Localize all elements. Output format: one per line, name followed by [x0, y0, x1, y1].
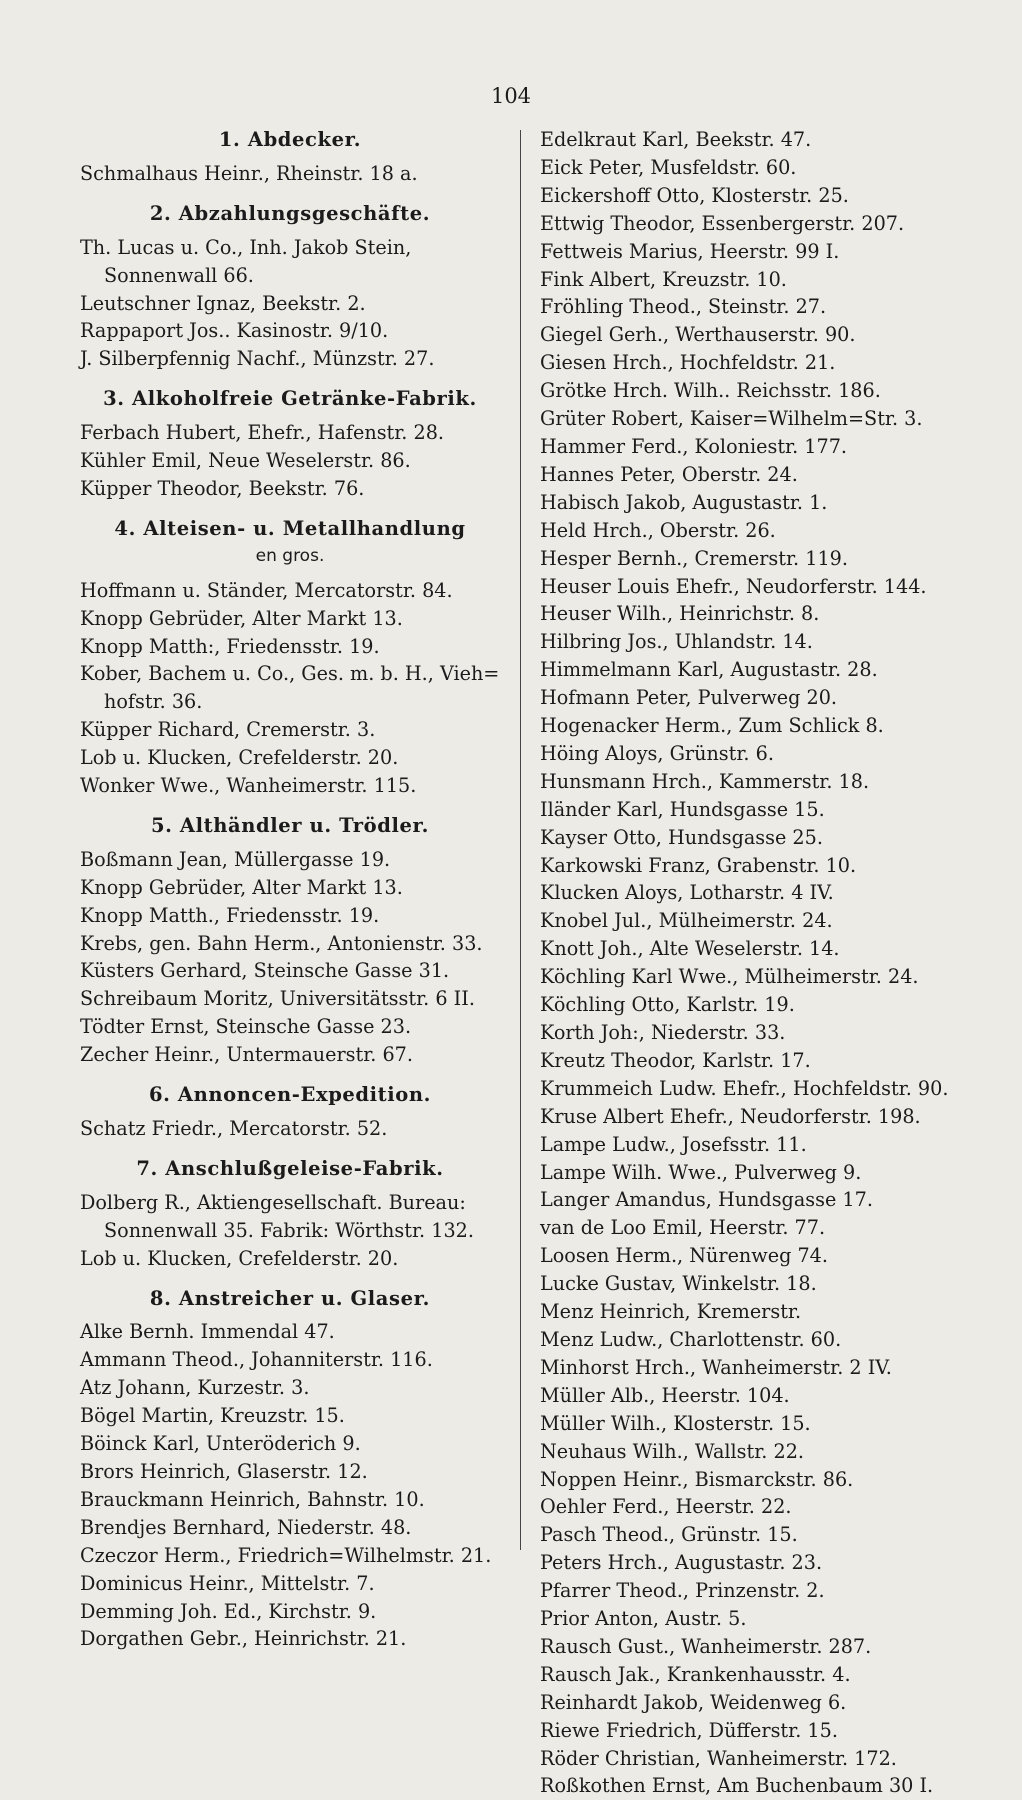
list-item: Ammann Theod., Johanniterstr. 116. [80, 1348, 433, 1372]
list-item: Fink Albert, Kreuzstr. 10. [540, 267, 787, 291]
list-item: Lampe Ludw., Josefsstr. 11. [540, 1132, 807, 1156]
list-item: Küpper Richard, Cremerstr. 3. [80, 718, 376, 742]
list-item: Brauckmann Heinrich, Bahnstr. 10. [80, 1487, 425, 1511]
list-item: Kober, Bachem u. Co., Ges. m. b. H., Vieh= [80, 662, 500, 686]
list-item: Krummeich Ludw. Ehefr., Hochfeldstr. 90. [540, 1076, 949, 1100]
list-item: Langer Amandus, Hundsgasse 17. [540, 1188, 873, 1212]
list-item: Leutschner Ignaz, Beekstr. 2. [80, 291, 366, 315]
list-item: Giegel Gerh., Werthauserstr. 90. [540, 323, 856, 347]
list-item: Minhorst Hrch., Wanheimerstr. 2 IV. [540, 1355, 892, 1379]
list-item: Lob u. Klucken, Crefelderstr. 20. [80, 1246, 399, 1270]
list-item: Rausch Jak., Krankenhausstr. 4. [540, 1662, 851, 1686]
list-item: Hunsmann Hrch., Kammerstr. 18. [540, 769, 870, 793]
section-heading: 3. Alkoholfreie Getränke-Fabrik. [103, 387, 477, 411]
list-item: Hoffmann u. Ständer, Mercatorstr. 84. [80, 578, 453, 602]
list-item: Schreibaum Moritz, Universitätsstr. 6 II. [80, 987, 475, 1011]
list-item: Edelkraut Karl, Beekstr. 47. [540, 128, 812, 151]
list-item-continuation: Sonnenwall 35. Fabrik: Wörthstr. 132. [104, 1218, 474, 1242]
list-item: Dolberg R., Aktiengesellschaft. Bureau: [80, 1190, 466, 1214]
right-column [540, 126, 970, 1800]
list-item: Lob u. Klucken, Crefelderstr. 20. [80, 746, 399, 770]
list-item: Hesper Bernh., Cremerstr. 119. [540, 546, 848, 570]
section-heading: 2. Abzahlungsgeschäfte. [149, 201, 431, 225]
list-item: Knobel Jul., Mülheimerstr. 24. [540, 909, 833, 933]
list-item: Müller Wilh., Klosterstr. 15. [540, 1411, 811, 1435]
list-item: Alke Bernh. Immendal 47. [80, 1320, 335, 1344]
list-item: Köchling Otto, Karlstr. 19. [540, 993, 795, 1017]
list-item: Pasch Theod., Grünstr. 15. [540, 1523, 798, 1547]
list-item: Dorgathen Gebr., Heinrichstr. 21. [80, 1627, 407, 1651]
list-item-continuation: hofstr. 36. [104, 690, 203, 714]
list-item: Oehler Ferd., Heerstr. 22. [540, 1495, 792, 1519]
list-item: Kühler Emil, Neue Weselerstr. 86. [80, 449, 411, 473]
list-item: Küsters Gerhard, Steinsche Gasse 31. [80, 959, 450, 983]
list-item: Köchling Karl Wwe., Mülheimerstr. 24. [540, 965, 919, 989]
list-item: Ettwig Theodor, Essenbergerstr. 207. [540, 211, 905, 235]
list-item: Bögel Martin, Kreuzstr. 15. [80, 1404, 345, 1428]
list-item: Boßmann Jean, Müllergasse 19. [80, 847, 391, 871]
list-item: Rausch Gust., Wanheimerstr. 287. [540, 1634, 872, 1658]
list-item: Demming Joh. Ed., Kirchstr. 9. [80, 1599, 377, 1623]
list-item: Held Hrch., Oberstr. 26. [540, 518, 776, 542]
list-item: Zecher Heinr., Untermauerstr. 67. [80, 1043, 413, 1067]
list-item-continuation: Sonnenwall 66. [104, 263, 254, 287]
column-divider [520, 130, 521, 1550]
section-heading: 7. Anschlußgeleise-Fabrik. [136, 1156, 444, 1180]
section-heading: 4. Alteisen- u. Metallhandlung [114, 516, 466, 540]
list-item: Klucken Aloys, Lotharstr. 4 IV. [540, 881, 834, 905]
list-item: Menz Heinrich, Kremerstr. [540, 1300, 802, 1324]
list-item: Hannes Peter, Oberstr. 24. [540, 462, 798, 486]
list-item: Grötke Hrch. Wilh.. Reichsstr. 186. [540, 379, 881, 403]
list-item: Rappaport Jos.. Kasinostr. 9/10. [80, 319, 389, 343]
list-item: Kayser Otto, Hundsgasse 25. [540, 825, 823, 849]
list-item: Küpper Theodor, Beekstr. 76. [80, 476, 365, 500]
list-item: Karkowski Franz, Grabenstr. 10. [540, 853, 857, 877]
list-item: Heuser Wilh., Heinrichstr. 8. [540, 602, 820, 626]
list-item: Th. Lucas u. Co., Inh. Jakob Stein, [80, 235, 412, 259]
list-item: Riewe Friedrich, Düfferstr. 15. [540, 1718, 838, 1742]
page-number: 104 [490, 84, 532, 108]
list-item: Giesen Hrch., Hochfeldstr. 21. [540, 351, 836, 375]
list-item: Röder Christian, Wanheimerstr. 172. [540, 1746, 897, 1770]
list-item: Himmelmann Karl, Augustastr. 28. [540, 658, 878, 682]
list-item: Brors Heinrich, Glaserstr. 12. [80, 1459, 368, 1483]
list-item: Knopp Gebrüder, Alter Markt 13. [80, 606, 403, 630]
section-heading: 8. Anstreicher u. Glaser. [149, 1286, 431, 1310]
list-item: Tödter Ernst, Steinsche Gasse 23. [80, 1015, 412, 1039]
list-item: Knopp Gebrüder, Alter Markt 13. [80, 875, 403, 899]
list-item: Schatz Friedr., Mercatorstr. 52. [80, 1117, 388, 1140]
section-heading: 1. Abdecker. [218, 128, 362, 151]
list-item: Knott Joh., Alte Weselerstr. 14. [540, 937, 840, 961]
list-item: Noppen Heinr., Bismarckstr. 86. [540, 1467, 854, 1491]
list-item: Peters Hrch., Augustastr. 23. [540, 1551, 823, 1575]
list-item: Eickershoff Otto, Klosterstr. 25. [540, 183, 849, 207]
list-item: Kreutz Theodor, Karlstr. 17. [540, 1048, 811, 1072]
list-item: Habisch Jakob, Augustastr. 1. [540, 490, 828, 514]
list-item: Müller Alb., Heerstr. 104. [540, 1383, 790, 1407]
list-item: Schmalhaus Heinr., Rheinstr. 18 a. [80, 161, 418, 185]
list-item: Krebs, gen. Bahn Herm., Antonienstr. 33. [80, 931, 483, 955]
list-item: Dominicus Heinr., Mittelstr. 7. [80, 1571, 375, 1595]
section-heading: 5. Althändler u. Trödler. [150, 813, 430, 837]
list-item: Hofmann Peter, Pulverweg 20. [540, 686, 838, 710]
list-item: Grüter Robert, Kaiser=Wilhelm=Str. 3. [540, 407, 923, 431]
list-item: Atz Johann, Kurzestr. 3. [80, 1376, 310, 1400]
list-item: Fettweis Marius, Heerstr. 99 I. [540, 239, 840, 263]
list-item: Loosen Herm., Nürenweg 74. [540, 1244, 828, 1268]
list-item: Knopp Matth:, Friedensstr. 19. [80, 634, 380, 658]
list-item: Eick Peter, Musfeldstr. 60. [540, 155, 797, 179]
list-item: Knopp Matth., Friedensstr. 19. [80, 903, 380, 927]
list-item: Czeczor Herm., Friedrich=Wilhelmstr. 21. [80, 1543, 492, 1567]
list-item: van de Loo Emil, Heerstr. 77. [540, 1216, 826, 1240]
list-item: Fröhling Theod., Steinstr. 27. [540, 295, 827, 319]
list-item: Hilbring Jos., Uhlandstr. 14. [540, 630, 813, 654]
list-item: Lucke Gustav, Winkelstr. 18. [540, 1272, 817, 1296]
list-item: Brendjes Bernhard, Niederstr. 48. [80, 1515, 412, 1539]
list-item: Hogenacker Herm., Zum Schlick 8. [540, 714, 884, 738]
list-item: Iländer Karl, Hundsgasse 15. [540, 797, 825, 821]
list-item: Heuser Louis Ehefr., Neudorferstr. 144. [540, 574, 927, 598]
list-item: J. Silberpfennig Nachf., Münzstr. 27. [80, 347, 435, 371]
list-item: Lampe Wilh. Wwe., Pulverweg 9. [540, 1160, 862, 1184]
list-item: Pfarrer Theod., Prinzenstr. 2. [540, 1579, 825, 1603]
list-item: Roßkothen Ernst, Am Buchenbaum 30 I. [540, 1774, 934, 1798]
list-item: Wonker Wwe., Wanheimerstr. 115. [80, 774, 417, 798]
list-item: Höing Aloys, Grünstr. 6. [540, 741, 774, 765]
list-item: Menz Ludw., Charlottenstr. 60. [540, 1327, 842, 1351]
section-subheading: en gros. [255, 545, 325, 566]
section-heading: 6. Annoncen-Expedition. [148, 1083, 432, 1107]
left-column [80, 126, 500, 1653]
list-item: Korth Joh:, Niederstr. 33. [540, 1021, 786, 1044]
list-item: Reinhardt Jakob, Weidenweg 6. [540, 1690, 847, 1714]
list-item: Böinck Karl, Unteröderich 9. [80, 1432, 361, 1456]
list-item: Neuhaus Wilh., Wallstr. 22. [540, 1439, 805, 1463]
list-item: Hammer Ferd., Koloniestr. 177. [540, 434, 848, 458]
list-item: Kruse Albert Ehefr., Neudorferstr. 198. [540, 1104, 921, 1128]
list-item: Ferbach Hubert, Ehefr., Hafenstr. 28. [80, 421, 445, 445]
list-item: Prior Anton, Austr. 5. [540, 1607, 747, 1631]
